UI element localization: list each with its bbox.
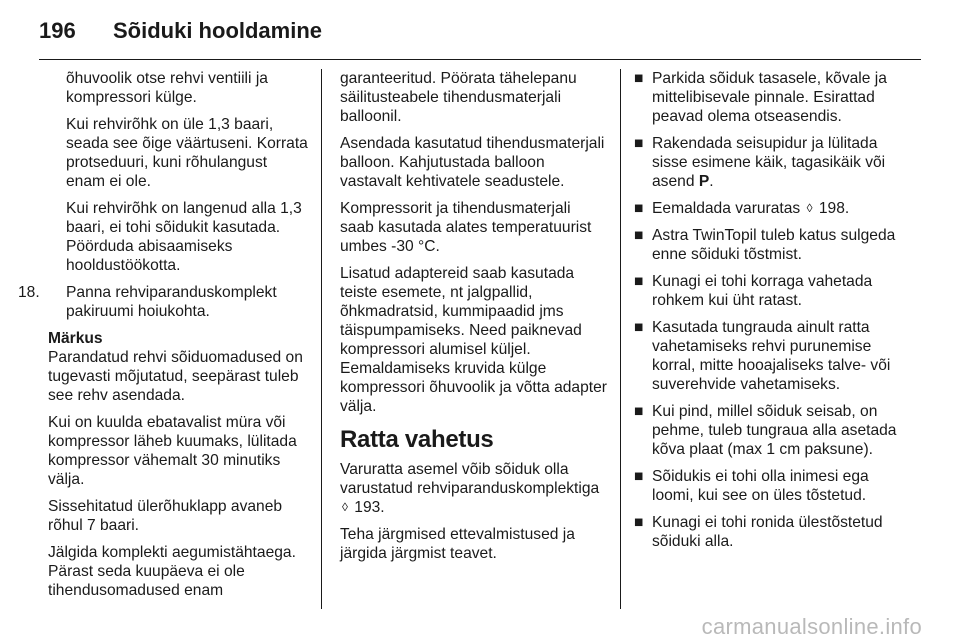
step-text: Panna rehviparanduskomplekt pakiruumi hoiukohta. — [66, 284, 277, 320]
step-number: 18. — [18, 284, 40, 301]
paragraph-text: Varuratta asemel võib sõiduk olla varustatud rehviparanduskomplektiga — [340, 461, 600, 497]
paragraph: garanteeritud. Pöörata tähelepanu säilitusteabele tihendusmaterjali balloonil. — [340, 70, 577, 125]
text-column-1 — [18, 69, 310, 608]
page-reference[interactable]: 198. — [818, 200, 850, 217]
column-divider-2 — [620, 69, 621, 609]
header-divider — [39, 59, 921, 60]
list-item — [634, 402, 906, 459]
page-number: 196 — [39, 18, 76, 43]
section-heading: Ratta vahetus — [340, 426, 494, 453]
list-item — [634, 226, 906, 264]
watermark: carmanualsonline.info — [701, 614, 922, 639]
page-title: Sõiduki hooldamine — [113, 18, 323, 43]
note-paragraph: Parandatud rehvi sõiduomadused on tugevasti mõjutatud, seepärast tuleb see rehv asendada. — [48, 349, 303, 404]
paragraph: Lisatud adaptereid saab kasutada teiste esemete, nt jalgpallid, õhkmadratsid, kummipaadid jms täispumpamiseks. Need paiknevad kompressori alumisel küljel. Eemaldamiseks kruvida külge kompressori õhuvoolik ja võtta adapter välja. — [340, 265, 607, 415]
column-divider-1 — [321, 69, 322, 609]
bullet-icon: ■ — [634, 514, 644, 531]
bullet-icon: ■ — [634, 200, 644, 217]
list-item — [634, 69, 906, 126]
list-item-text: Astra TwinTopil tuleb katus sulgeda enne sõiduki tõstmist. — [652, 227, 896, 263]
list-item — [634, 134, 906, 191]
note-paragraph: Kui on kuulda ebatavalist müra või kompressor läheb kuumaks, lülitada kompressor vähemalt 30 minutiks välja. — [48, 414, 297, 488]
bullet-icon: ■ — [634, 70, 644, 87]
note-paragraph: Sissehitatud ülerõhuklapp avaneb rõhul 7 baari. — [48, 498, 283, 534]
paragraph: õhuvoolik otse rehvi ventiili ja kompressori külge. — [66, 70, 268, 106]
list-item-text: Rakendada seisupidur ja lülitada sisse esimene käik, tagasikäik või asend — [652, 135, 886, 190]
paragraph — [340, 460, 608, 517]
note-heading: Märkus — [48, 330, 103, 347]
list-item — [634, 199, 906, 218]
bullet-icon: ■ — [634, 135, 644, 152]
text-column-3 — [634, 69, 906, 559]
page-reference-icon: ◊ — [806, 201, 813, 215]
bullet-list — [634, 69, 906, 551]
list-item-text: . — [709, 173, 714, 190]
bullet-icon: ■ — [634, 319, 644, 336]
text-column-2 — [340, 69, 608, 571]
paragraph: Kui rehvirõhk on langenud alla 1,3 baari, ei tohi sõidukit kasutada. Pöörduda abisaamiseks hooldustöökotta. — [66, 200, 302, 274]
note-paragraph: Jälgida komplekti aegumistähtaega. Pärast seda kuupäeva ei ole tihendusomadused enam — [48, 544, 296, 599]
paragraph: Asendada kasutatud tihendusmaterjali balloon. Kahjutustada balloon vastavalt kehtivatele seadustele. — [340, 135, 605, 190]
page-reference-icon: ◊ — [342, 500, 348, 514]
list-item — [634, 272, 906, 310]
paragraph: Teha järgmised ettevalmistused ja järgida järgmist teavet. — [340, 526, 575, 562]
list-item-text: Kunagi ei tohi korraga vahetada rohkem kui üht ratast. — [652, 273, 873, 309]
bullet-icon: ■ — [634, 227, 644, 244]
gear-position: P — [698, 173, 710, 190]
list-item-text: Kui pind, millel sõiduk seisab, on pehme, tuleb tungraua alla asetada kõva plaat (max 1 cm paksune). — [652, 403, 897, 458]
page-reference[interactable]: 193. — [354, 499, 385, 516]
list-item — [634, 467, 906, 505]
numbered-step-18 — [18, 283, 310, 321]
paragraph: Kui rehvirõhk on üle 1,3 baari, seada see õige väärtuseni. Korrata protseduuri, kuni rõhulangust enam ei ole. — [66, 116, 308, 190]
list-item-text: Parkida sõiduk tasasele, kõvale ja mittelibisevale pinnale. Esirattad peavad olema otseasendis. — [652, 70, 887, 125]
bullet-icon: ■ — [634, 273, 644, 290]
page-header — [0, 0, 960, 70]
list-item — [634, 318, 906, 394]
list-item — [634, 513, 906, 551]
list-item-text: Eemaldada varuratas — [652, 200, 801, 217]
bullet-icon: ■ — [634, 468, 644, 485]
list-item-text: Kasutada tungrauda ainult ratta vahetamiseks rehvi purunemise korral, mitte hooajaliseks talve- või suverehvide vahetamiseks. — [652, 319, 891, 393]
paragraph: Kompressorit ja tihendusmaterjali saab kasutada alates temperatuurist umbes -30 °C. — [340, 200, 592, 255]
bullet-icon: ■ — [634, 403, 644, 420]
list-item-text: Sõidukis ei tohi olla inimesi ega loomi, kui see on üles tõstetud. — [652, 468, 869, 504]
list-item-text: Kunagi ei tohi ronida ülestõstetud sõiduki alla. — [652, 514, 883, 550]
